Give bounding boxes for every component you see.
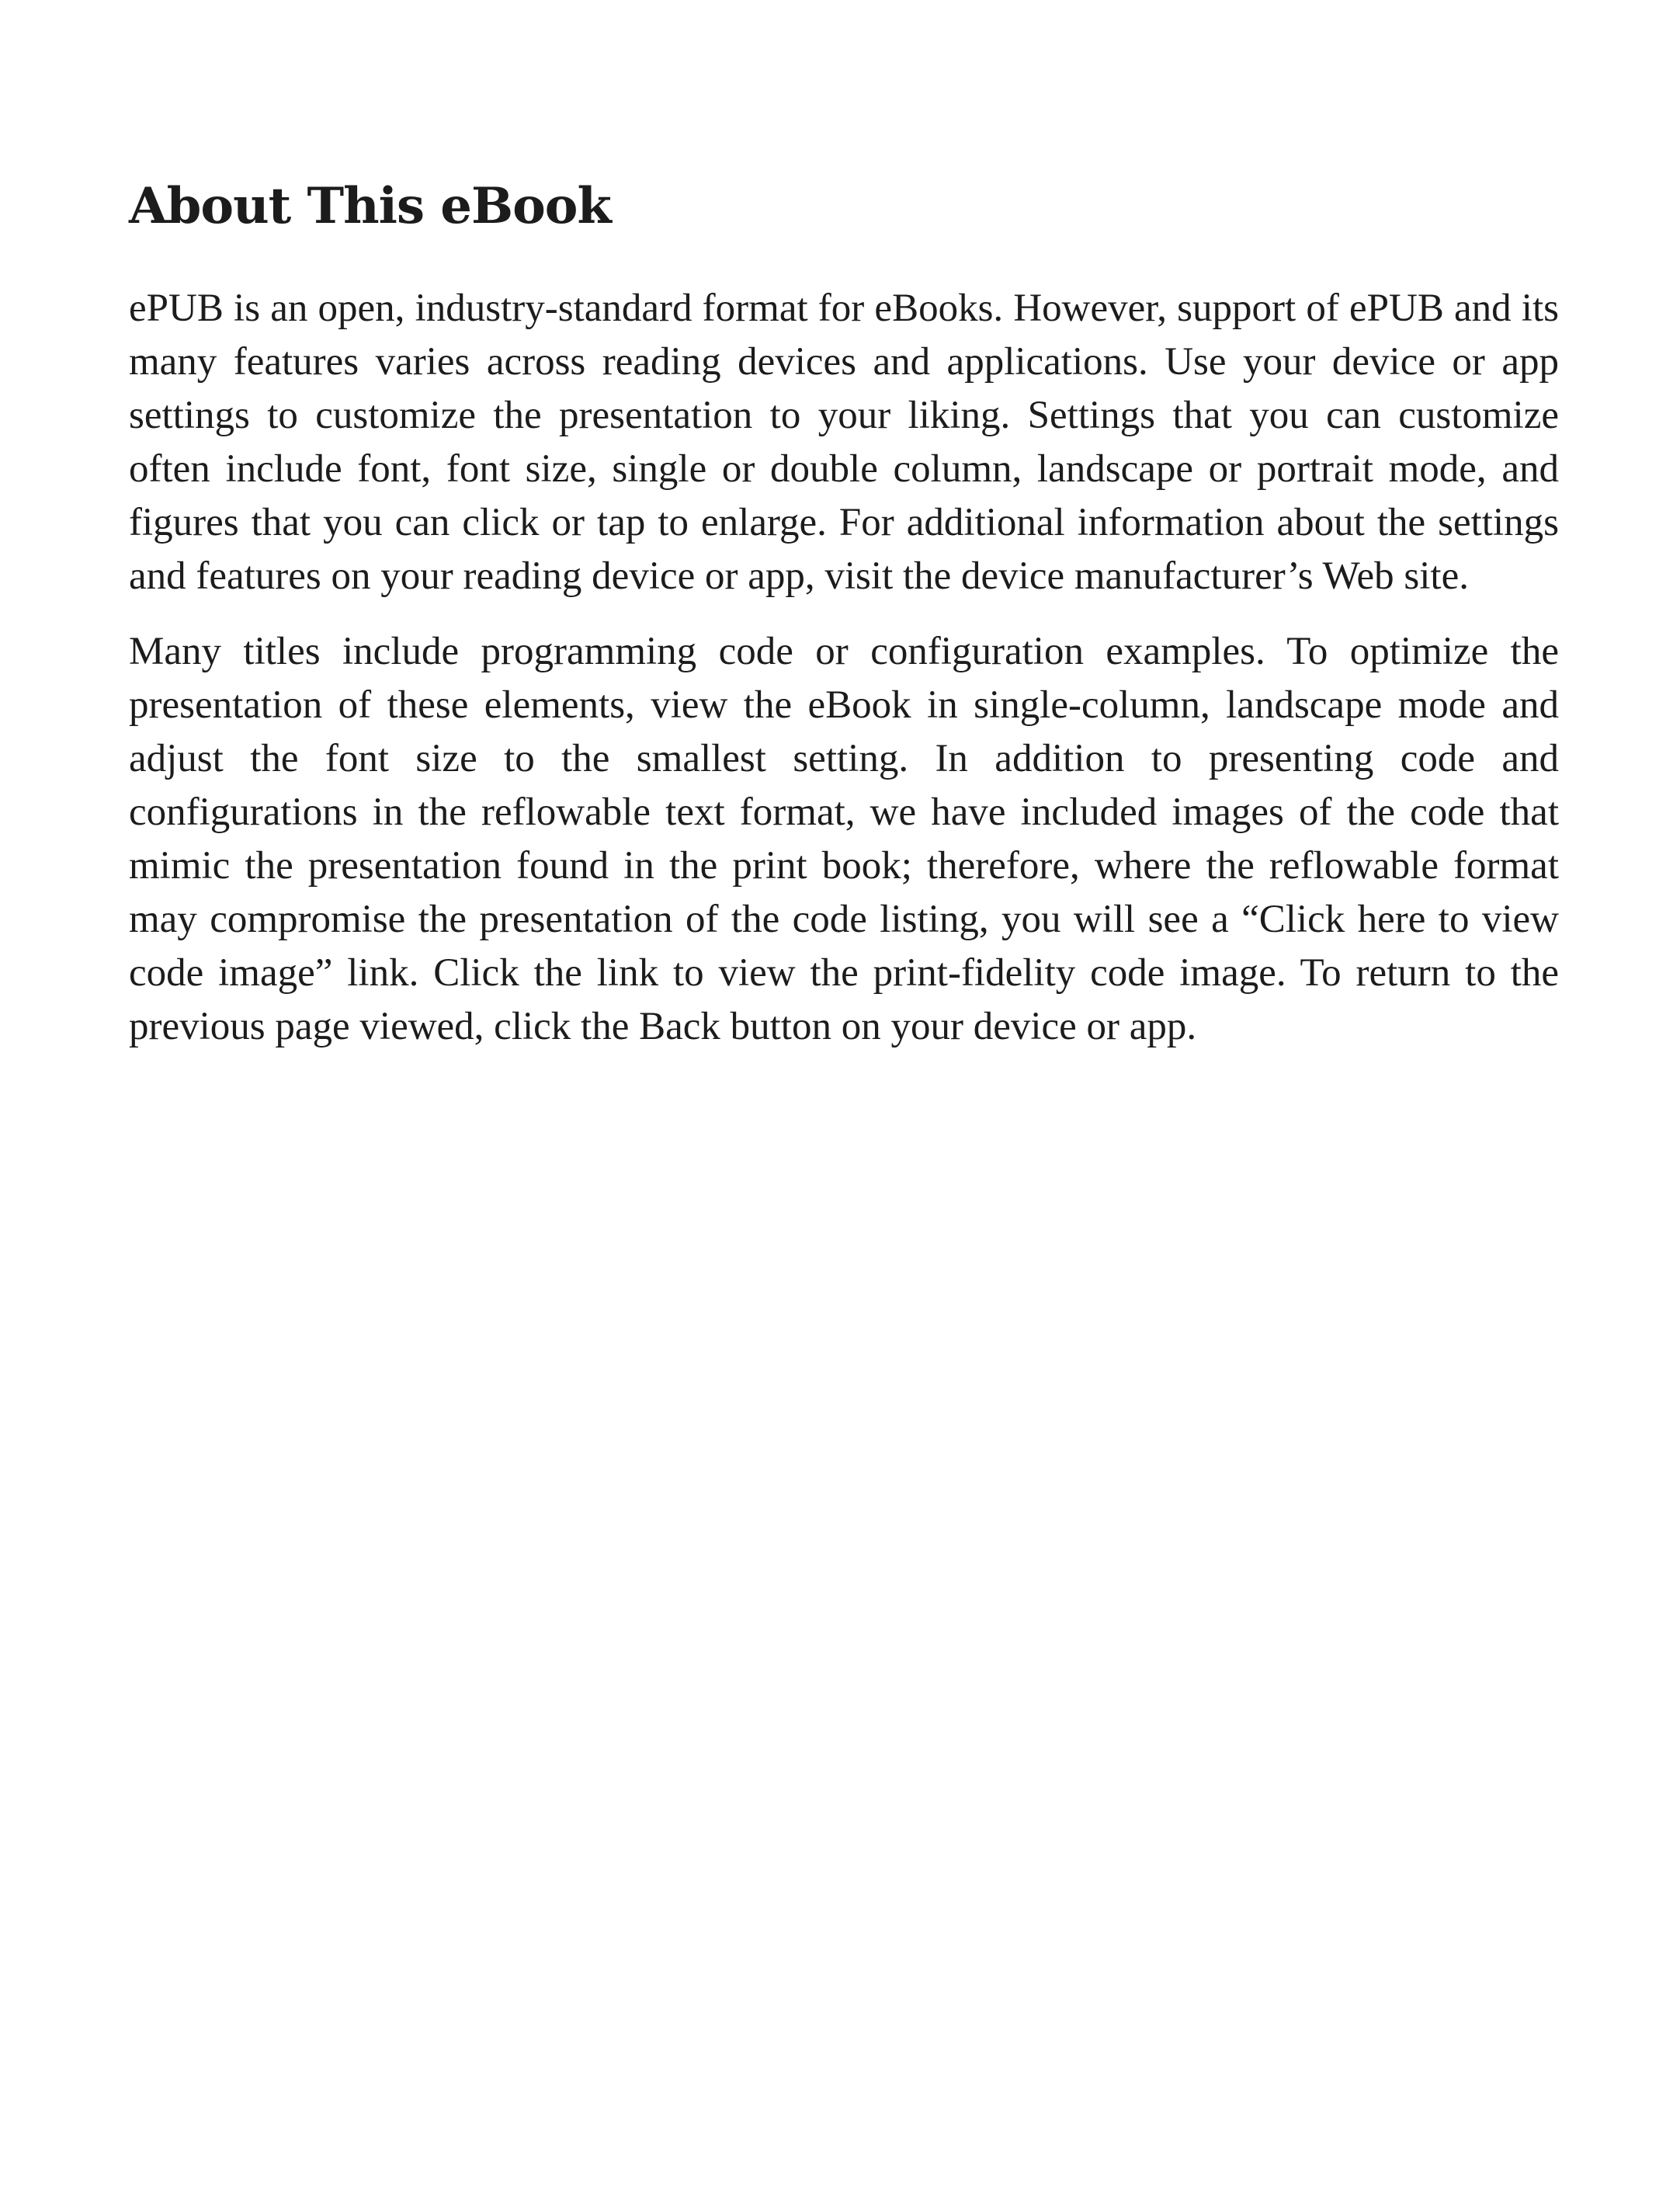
document-page <box>129 177 1559 1075</box>
paragraph-code-examples: Many titles include programming code or configuration examples. To optimize the presentation of these elements, view the eBook in single-column, landscape mode and adjust the font size to the smallest setting. In addition to presenting code and configurations in the reflowable text format, we have included images of the code that mimic the presentation found in the print book; therefore, where the reflowable format may compromise the presentation of the code listing, you will see a “Click here to view code image” link. Click the link to view the print-fidelity code image. To return to the previous page viewed, click the Back button on your device or app. <box>129 629 1559 1048</box>
paragraph-epub-format: ePUB is an open, industry-standard format for eBooks. However, support of ePUB and its many features varies across reading devices and applications. Use your device or app settings to customize the presentation to your liking. Settings that you can customize often include font, font size, single or double column, landscape or portrait mode, and figures that you can click or tap to enlarge. For additional information about the settings and features on your reading device or app, visit the device manufacturer’s Web site. <box>129 286 1559 598</box>
page-title: About This eBook <box>129 177 611 235</box>
